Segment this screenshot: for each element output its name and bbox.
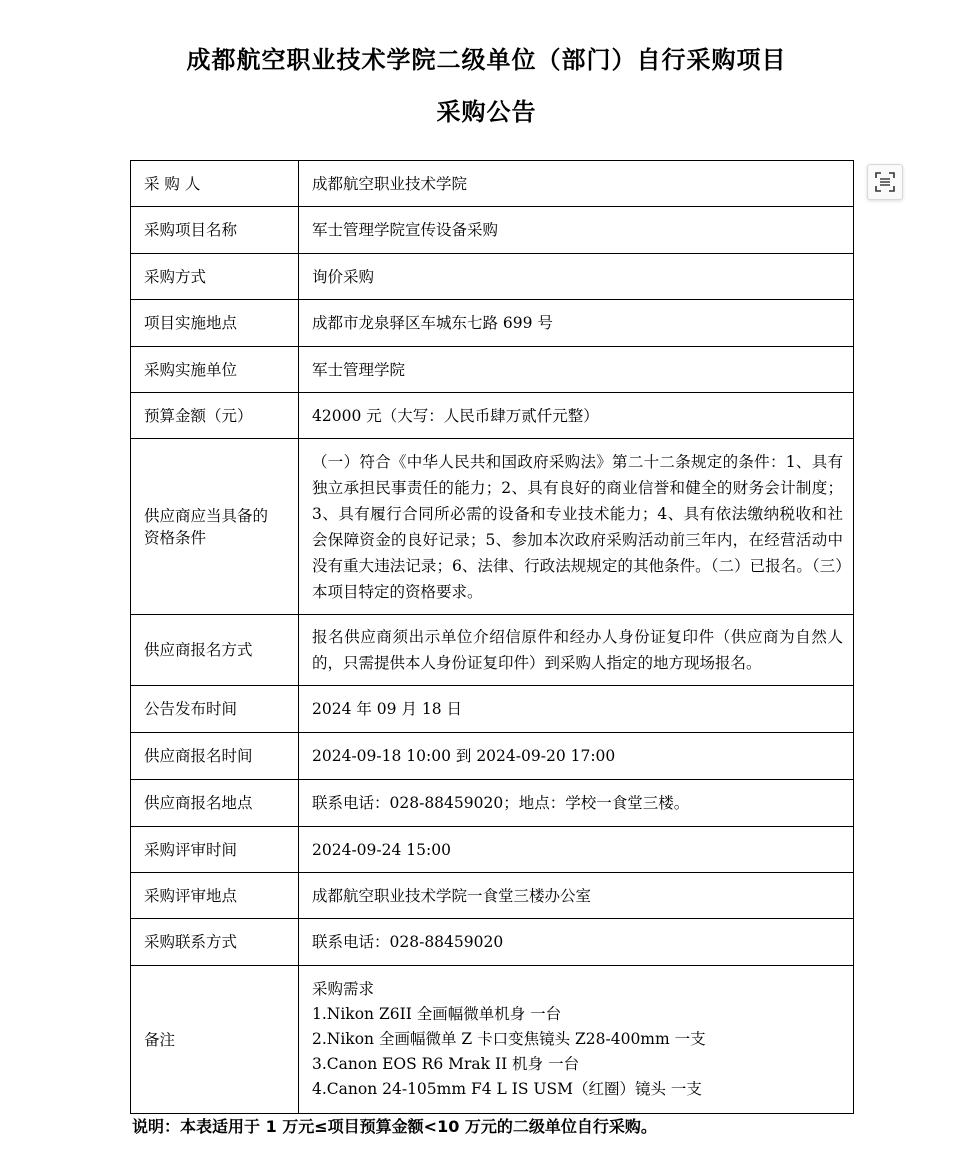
table-row xyxy=(131,347,854,393)
procurement-table xyxy=(130,160,854,1114)
row-label-location: 项目实施地点 xyxy=(131,300,299,347)
table-row xyxy=(131,254,854,300)
scan-text-button[interactable] xyxy=(867,164,903,200)
row-value-publish-time: 2024 年 09 月 18 日 xyxy=(299,686,854,733)
table-row xyxy=(131,393,854,439)
table-row xyxy=(131,686,854,733)
table-row xyxy=(131,300,854,347)
row-value-review-time: 2024-09-24 15:00 xyxy=(299,827,854,873)
row-label-registration-place: 供应商报名地点 xyxy=(131,780,299,827)
row-label-review-time: 采购评审时间 xyxy=(131,827,299,873)
row-value-project-name: 军士管理学院宣传设备采购 xyxy=(299,207,854,254)
remarks-line: 1.Nikon Z6II 全画幅微单机身 一台 xyxy=(312,1005,562,1023)
document-subtitle: 采购公告 xyxy=(436,98,537,126)
row-label-qualification xyxy=(131,439,299,615)
row-value-method: 询价采购 xyxy=(299,254,854,300)
row-value-review-place: 成都航空职业技术学院一食堂三楼办公室 xyxy=(299,873,854,919)
table-row xyxy=(131,827,854,873)
row-label-remarks: 备注 xyxy=(131,966,299,1114)
row-value-unit: 军士管理学院 xyxy=(299,347,854,393)
table-row xyxy=(131,615,854,686)
remarks-line: 2.Nikon 全画幅微单 Z 卡口变焦镜头 Z28-400mm 一支 xyxy=(312,1030,706,1048)
row-value-registration-place: 联系电话：028-88459020；地点：学校一食堂三楼。 xyxy=(299,780,854,827)
row-label-budget: 预算金额（元） xyxy=(131,393,299,439)
table-row xyxy=(131,966,854,1114)
table-row xyxy=(131,733,854,780)
table-row xyxy=(131,919,854,966)
row-label-registration-method: 供应商报名方式 xyxy=(131,615,299,686)
remarks-line: 采购需求 xyxy=(312,980,375,998)
document-title: 成都航空职业技术学院二级单位（部门）自行采购项目 xyxy=(186,46,787,74)
table-row xyxy=(131,439,854,615)
row-label-publish-time: 公告发布时间 xyxy=(131,686,299,733)
row-label-purchaser: 采 购 人 xyxy=(131,161,299,207)
row-value-contact: 联系电话：028-88459020 xyxy=(299,919,854,966)
qualification-label-line2: 资格条件 xyxy=(144,528,207,547)
table-row xyxy=(131,161,854,207)
remarks-line: 3.Canon EOS R6 Mrak II 机身 一台 xyxy=(312,1055,580,1073)
row-label-method: 采购方式 xyxy=(131,254,299,300)
row-value-budget: 42000 元（大写：人民币肆万贰仟元整） xyxy=(299,393,854,439)
table-row xyxy=(131,873,854,919)
table-row xyxy=(131,780,854,827)
row-label-unit: 采购实施单位 xyxy=(131,347,299,393)
remarks-line: 4.Canon 24-105mm F4 L IS USM（红圈）镜头 一支 xyxy=(312,1080,702,1098)
row-value-registration-method: 报名供应商须出示单位介绍信原件和经办人身份证复印件（供应商为自然人的，只需提供本人身份证复印件）到采购人指定的地方现场报名。 xyxy=(299,615,854,686)
row-value-purchaser: 成都航空职业技术学院 xyxy=(299,161,854,207)
qualification-label-line1: 供应商应当具备的 xyxy=(144,506,269,525)
row-value-remarks xyxy=(299,966,854,1114)
row-label-project-name: 采购项目名称 xyxy=(131,207,299,254)
row-label-registration-time: 供应商报名时间 xyxy=(131,733,299,780)
table-row xyxy=(131,207,854,254)
row-label-contact: 采购联系方式 xyxy=(131,919,299,966)
row-value-location: 成都市龙泉驿区车城东七路 699 号 xyxy=(299,300,854,347)
row-value-registration-time: 2024-09-18 10:00 到 2024-09-20 17:00 xyxy=(299,733,854,780)
row-value-qualification: （一）符合《中华人民共和国政府采购法》第二十二条规定的条件：1、具有独立承担民事责任的能力；2、具有良好的商业信誉和健全的财务会计制度；3、具有履行合同所必需的设备和专业技术能力；4、具有依法缴纳税收和社会保障资金的良好记录；5、参加本次政府采购活动前三年内，在经营活动中没有重大违法记录；6、法律、行政法规规定的其他条件。（二）已报名。（三）本项目特定的资格要求。 xyxy=(299,439,854,615)
row-label-review-place: 采购评审地点 xyxy=(131,873,299,919)
footnote: 说明：本表适用于 1 万元≤项目预算金额<10 万元的二级单位自行采购。 xyxy=(132,1117,657,1136)
scan-text-icon xyxy=(874,171,896,193)
